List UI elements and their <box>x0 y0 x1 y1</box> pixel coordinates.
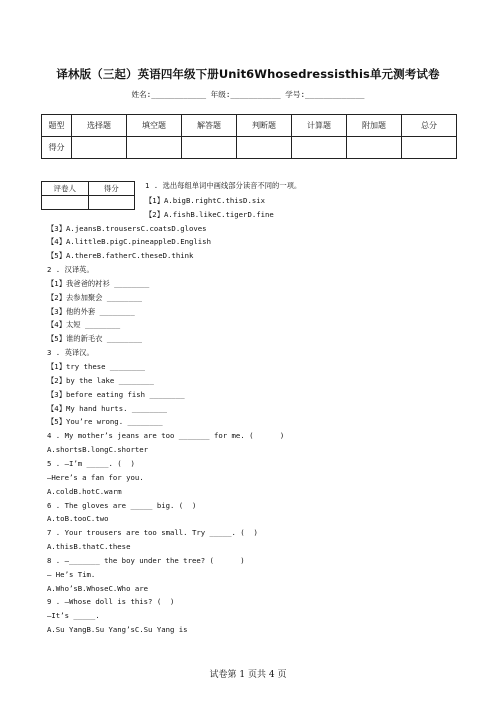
question-7-options: A.thisB.thatC.these <box>47 542 131 551</box>
question-1-heading: 1 . 选出每组单词中画线部分读音不同的一项。 <box>145 181 302 190</box>
score-cell <box>402 137 457 159</box>
score-cell <box>182 137 237 159</box>
score-header-cell: 解答题 <box>182 115 237 137</box>
score-header-cell: 判断题 <box>237 115 292 137</box>
question-9-line: —It’s _____. <box>47 611 100 620</box>
score-header-cell: 计算题 <box>292 115 347 137</box>
question-3-item: 【1】try these ________ <box>47 362 146 371</box>
page-footer: 试卷第 1 页共 4 页 <box>209 670 287 680</box>
score-table <box>41 114 457 159</box>
question-5-line: —Here’s a fan for you. <box>47 473 144 482</box>
question-7: 7 . Your trousers are too small. Try _____. ( ) <box>47 528 258 537</box>
score-header-cell: 总分 <box>402 115 457 137</box>
question-4: 4 . My mother’s jeans are too _______ for me. ( ) <box>47 431 285 440</box>
score-table-header-row <box>42 115 457 137</box>
grader-box <box>41 181 135 210</box>
grader-label: 评卷人 <box>42 182 89 196</box>
score-header-cell: 题型 <box>42 115 72 137</box>
question-3-heading: 3 . 英译汉。 <box>47 348 94 357</box>
question-2-item: 【2】去参加聚会 ________ <box>47 293 143 302</box>
question-8: 8 . —_______ the boy under the tree? ( ) <box>47 556 245 565</box>
score-header-cell: 填空题 <box>127 115 182 137</box>
question-5-options: A.coldB.hotC.warm <box>47 487 122 496</box>
question-3-item: 【4】My hand hurts. ________ <box>47 404 168 413</box>
score-table-score-row <box>42 137 457 159</box>
question-6-options: A.toB.tooC.two <box>47 514 109 523</box>
question-2-item: 【3】他的外套 ________ <box>47 307 135 316</box>
score-cell <box>72 137 127 159</box>
score-header-cell: 附加题 <box>347 115 402 137</box>
question-1-item: 【1】A.bigB.rightC.thisD.six <box>145 196 266 205</box>
grader-score-label: 得分 <box>88 182 135 196</box>
question-3-item: 【2】by the lake ________ <box>47 376 154 385</box>
question-3-item: 【5】You’re wrong. ________ <box>47 417 163 426</box>
question-8-line: — He’s Tim. <box>47 570 96 579</box>
question-1-item: 【5】A.thereB.fatherC.theseD.think <box>47 251 194 260</box>
grader-cell <box>42 196 89 210</box>
question-3-item: 【3】before eating fish ________ <box>47 390 185 399</box>
question-8-options: A.Who’sB.WhoseC.Who are <box>47 584 149 593</box>
score-cell <box>347 137 402 159</box>
question-2-item: 【4】太短 ________ <box>47 320 121 329</box>
question-5: 5 . —I’m _____. ( ) <box>47 459 135 468</box>
question-9-options: A.Su YangB.Su Yang’sC.Su Yang is <box>47 625 188 634</box>
question-9: 9 . —Whose doll is this? ( ) <box>47 597 175 606</box>
question-6: 6 . The gloves are _____ big. ( ) <box>47 501 197 510</box>
question-2-item: 【5】谁的新毛衣 ________ <box>47 334 143 343</box>
question-1-item: 【2】A.fishB.likeC.tigerD.fine <box>145 210 274 219</box>
score-cell <box>237 137 292 159</box>
score-cell <box>292 137 347 159</box>
score-cell <box>127 137 182 159</box>
question-2-item: 【1】我爸爸的衬衫 ________ <box>47 279 150 288</box>
question-1-item: 【4】A.littleB.pigC.pineappleD.English <box>47 237 211 246</box>
grader-cell <box>88 196 135 210</box>
student-info-line: 姓名:____________ 年级:___________ 学号:_____________ <box>131 90 365 99</box>
question-4-options: A.shortsB.longC.shorter <box>47 445 149 454</box>
score-row-label: 得分 <box>42 137 72 159</box>
question-2-heading: 2 . 汉译英。 <box>47 265 94 274</box>
question-1-item: 【3】A.jeansB.trousersC.coatsD.gloves <box>47 224 207 233</box>
score-header-cell: 选择题 <box>72 115 127 137</box>
exam-title: 译林版（三起）英语四年级下册Unit6Whosedressisthis单元测考试卷 <box>56 67 440 81</box>
